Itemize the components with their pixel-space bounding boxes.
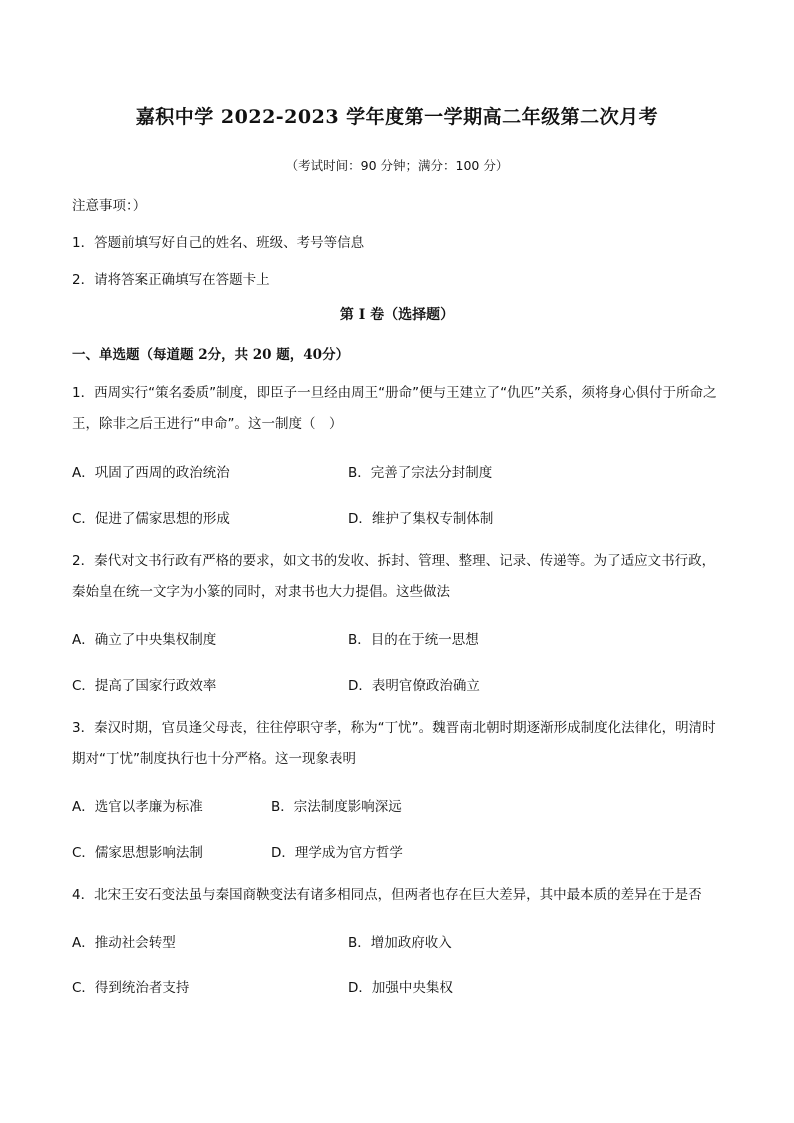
question-4-option-c: C．得到统治者支持 bbox=[72, 980, 190, 996]
part-title: 第 I 卷（选择题） bbox=[339, 307, 455, 323]
section-title: 一、单选题（每道题 2分，共 20 题，40分） bbox=[72, 347, 350, 363]
question-2-option-d: D．表明官僚政治确立 bbox=[348, 678, 480, 694]
question-3-option-d: D．理学成为官方哲学 bbox=[271, 845, 403, 861]
question-1-option-b: B．完善了宗法分封制度 bbox=[348, 465, 493, 481]
question-4-option-b: B．增加政府收入 bbox=[348, 935, 452, 951]
question-1-option-c: C．促进了儒家思想的形成 bbox=[72, 511, 230, 527]
question-3-option-c: C．儒家思想影响法制 bbox=[72, 845, 203, 861]
notice-heading: 注意事项：） bbox=[72, 198, 147, 214]
question-1-option-d: D．维护了集权专制体制 bbox=[348, 511, 494, 527]
question-3-option-b: B．宗法制度影响深远 bbox=[271, 799, 402, 815]
question-3-option-a: A．选官以孝廉为标准 bbox=[72, 799, 203, 815]
question-2-option-c: C．提高了国家行政效率 bbox=[72, 678, 217, 694]
exam-title: 嘉积中学 2022-2023 学年度第一学期高二年级第二次月考 bbox=[135, 106, 659, 128]
notice-item-2: 2．请将答案正确填写在答题卡上 bbox=[72, 272, 270, 288]
question-3: 3．秦汉时期，官员逢父母丧，往往停职守孝，称为“丁忧”。魏晋南北朝时期逐渐形成制度化法律化，明清时期对“丁忧”制度执行也十分严格。这一现象表明 bbox=[72, 720, 716, 767]
question-4-option-a: A．推动社会转型 bbox=[72, 935, 176, 951]
question-2-option-b: B．目的在于统一思想 bbox=[348, 632, 479, 648]
question-1-option-a: A．巩固了西周的政治统治 bbox=[72, 465, 230, 481]
question-4-option-d: D．加强中央集权 bbox=[348, 980, 453, 996]
question-1: 1．西周实行“策名委质”制度，即臣子一旦经由周王“册命”便与王建立了“仇匹”关系，须将身心俱付于所命之王，除非之后王进行“申命”。这一制度（ ） bbox=[72, 385, 717, 432]
exam-subtitle: （考试时间：90 分钟；满分：100 分） bbox=[285, 158, 509, 173]
question-2-option-a: A．确立了中央集权制度 bbox=[72, 632, 217, 648]
question-2: 2．秦代对文书行政有严格的要求，如文书的发收、拆封、管理、整理、记录、传递等。为了适应文书行政，秦始皇在统一文字为小篆的同时，对隶书也大力提倡。这些做法 bbox=[72, 553, 716, 600]
question-4: 4．北宋王安石变法虽与秦国商鞅变法有诸多相同点，但两者也存在巨大差异，其中最本质的差异在于是否 bbox=[72, 887, 702, 903]
notice-item-1: 1．答题前填写好自己的姓名、班级、考号等信息 bbox=[72, 235, 365, 251]
